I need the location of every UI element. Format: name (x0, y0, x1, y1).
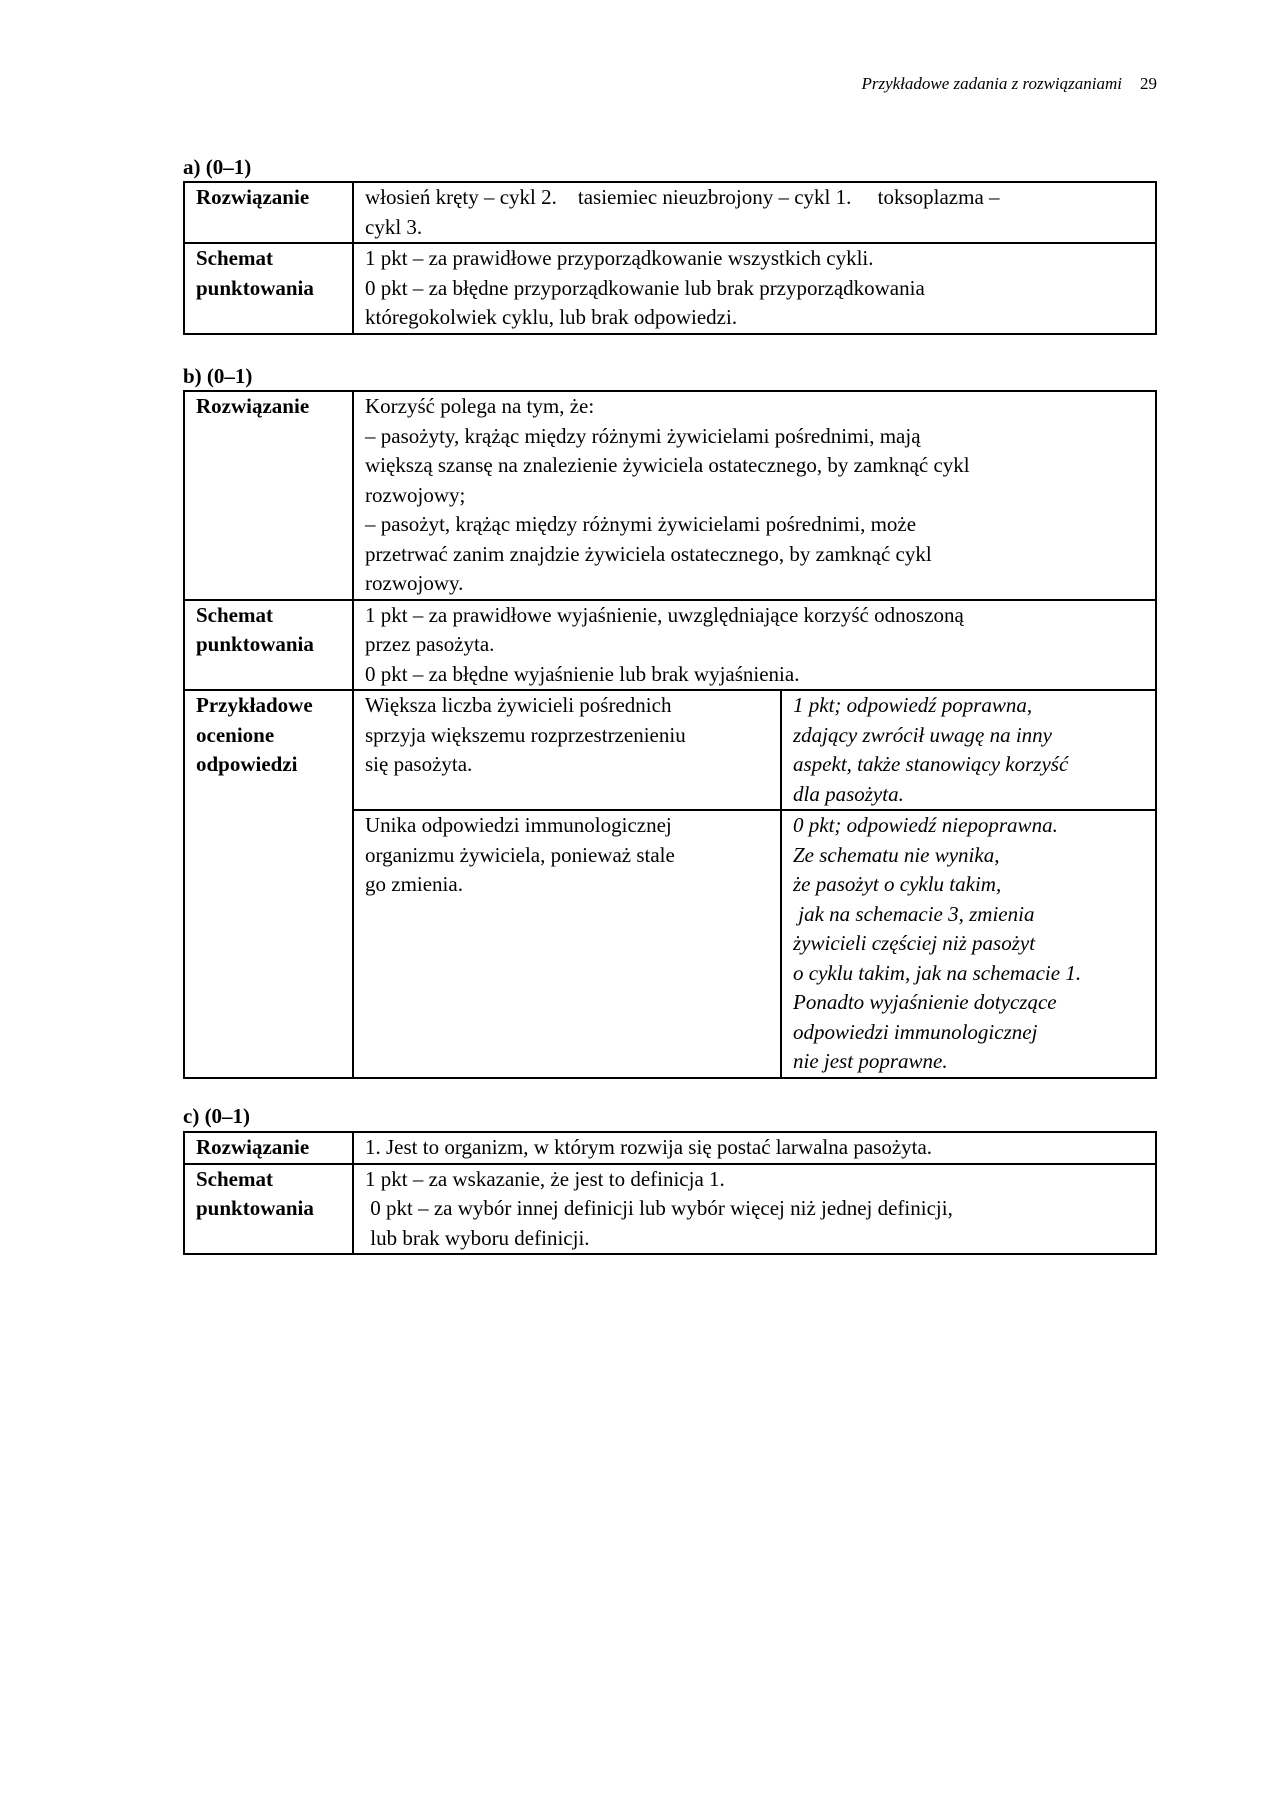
section-c-table (183, 1131, 1157, 1255)
text-line: go zmienia. (365, 872, 463, 896)
text-line: Korzyść polega na tym, że: (365, 394, 595, 418)
running-header (861, 74, 1157, 94)
text-line: Większa liczba żywicieli pośrednich (365, 693, 672, 717)
section-a-table (183, 181, 1157, 335)
example-grade (781, 810, 1155, 1077)
scoring-content (353, 600, 1156, 691)
solution-content (353, 391, 1156, 600)
example-row (354, 691, 1155, 810)
examples-label (184, 690, 353, 1078)
solution-label: Rozwiązanie (184, 391, 353, 600)
solution-row (184, 391, 1156, 600)
text-line: – pasożyty, krążąc między różnymi żywicielami pośrednimi, mają (365, 423, 921, 448)
section-b-table (183, 390, 1157, 1079)
scoring-label (184, 243, 353, 334)
page-number: 29 (1140, 74, 1157, 93)
section-c-label: c) (0–1) (183, 1104, 251, 1128)
label-line: Schemat (196, 1166, 273, 1191)
text-line: rozwojowy. (365, 571, 464, 595)
text-line: lub brak wyboru definicji. (365, 1225, 590, 1250)
text-line: 0 pkt; odpowiedź niepoprawna. (793, 813, 1058, 837)
label-line: Przykładowe (196, 693, 313, 717)
label-line: odpowiedzi (196, 752, 298, 776)
scoring-content (353, 1164, 1156, 1255)
text-line: jak na schemacie 3, zmienia (793, 901, 1035, 926)
label-line: punktowania (196, 275, 314, 300)
solution-row (184, 182, 1156, 243)
text-line: organizmu żywiciela, ponieważ stale (365, 842, 675, 867)
text-line: o cyklu takim, jak na schemacie 1. (793, 960, 1082, 985)
text-line: cykl 3. (365, 214, 423, 239)
label-line: Schemat (196, 602, 273, 627)
text-line: 0 pkt – za wybór innej definicji lub wybór więcej niż jednej definicji, (365, 1196, 953, 1220)
text-line: żywicieli częściej niż pasożyt (793, 931, 1036, 955)
example-row (354, 810, 1155, 1077)
examples-table (354, 691, 1155, 1077)
example-answer (354, 810, 781, 1077)
scoring-label (184, 1164, 353, 1255)
text-line: zdający zwrócił uwagę na inny (793, 722, 1052, 747)
text-line: nie jest poprawne. (793, 1049, 948, 1073)
scoring-row (184, 1164, 1156, 1255)
examples-content (353, 690, 1156, 1078)
examples-row (184, 690, 1156, 1078)
text-line: że pasożyt o cyklu takim, (793, 872, 1002, 896)
label-line: Schemat (196, 246, 273, 270)
text-line: większą szansę na znalezienie żywiciela ostatecznego, by zamknąć cykl (365, 453, 970, 477)
text-line: Unika odpowiedzi immunologicznej (365, 813, 672, 837)
scoring-content (353, 243, 1156, 334)
text-line: przez pasożyta. (365, 632, 495, 656)
text-line: aspekt, także stanowiący korzyść (793, 752, 1069, 776)
solution-row (184, 1132, 1156, 1164)
text-line: 1 pkt – za prawidłowe wyjaśnienie, uwzględniające korzyść odnoszoną (365, 602, 964, 627)
solution-label: Rozwiązanie (184, 1132, 353, 1164)
text-line: 1. Jest to organizm, w którym rozwija się postać larwalna pasożyta. (365, 1135, 933, 1159)
scoring-label (184, 600, 353, 691)
text-line: 0 pkt – za błędne przyporządkowanie lub brak przyporządkowania (365, 275, 925, 300)
solution-content (353, 1132, 1156, 1164)
text-line: 1 pkt – za wskazanie, że jest to definicja 1. (365, 1166, 725, 1191)
solution-content (353, 182, 1156, 243)
text-line: Ze schematu nie wynika, (793, 842, 1000, 867)
text-line: 1 pkt; odpowiedź poprawna, (793, 693, 1033, 717)
text-line: rozwojowy; (365, 482, 466, 507)
text-line: dla pasożyta. (793, 781, 904, 806)
section-a-label: a) (0–1) (183, 155, 252, 179)
example-grade (781, 691, 1155, 810)
label-line: punktowania (196, 632, 314, 656)
text-line: włosień kręty – cykl 2. tasiemiec nieuzbrojony – cykl 1. toksoplazma – (365, 185, 1000, 209)
text-line: sprzyja większemu rozprzestrzenieniu (365, 722, 686, 747)
solution-label: Rozwiązanie (184, 182, 353, 243)
text-line: któregokolwiek cyklu, lub brak odpowiedzi. (365, 305, 738, 329)
section-b-label: b) (0–1) (183, 364, 253, 388)
scoring-row (184, 243, 1156, 334)
text-line: się pasożyta. (365, 752, 473, 776)
text-line: odpowiedzi immunologicznej (793, 1019, 1038, 1044)
label-line: punktowania (196, 1196, 314, 1220)
text-line: 1 pkt – za prawidłowe przyporządkowanie wszystkich cykli. (365, 246, 874, 270)
text-line: 0 pkt – za błędne wyjaśnienie lub brak wyjaśnienia. (365, 661, 800, 686)
scoring-row (184, 600, 1156, 691)
label-line: ocenione (196, 722, 275, 747)
text-line: przetrwać zanim znajdzie żywiciela ostatecznego, by zamknąć cykl (365, 541, 932, 566)
example-answer (354, 691, 781, 810)
text-line: Ponadto wyjaśnienie dotyczące (793, 990, 1057, 1014)
text-line: – pasożyt, krążąc między różnymi żywicielami pośrednimi, może (365, 512, 917, 536)
running-header-title: Przykładowe zadania z rozwiązaniami (861, 74, 1122, 93)
